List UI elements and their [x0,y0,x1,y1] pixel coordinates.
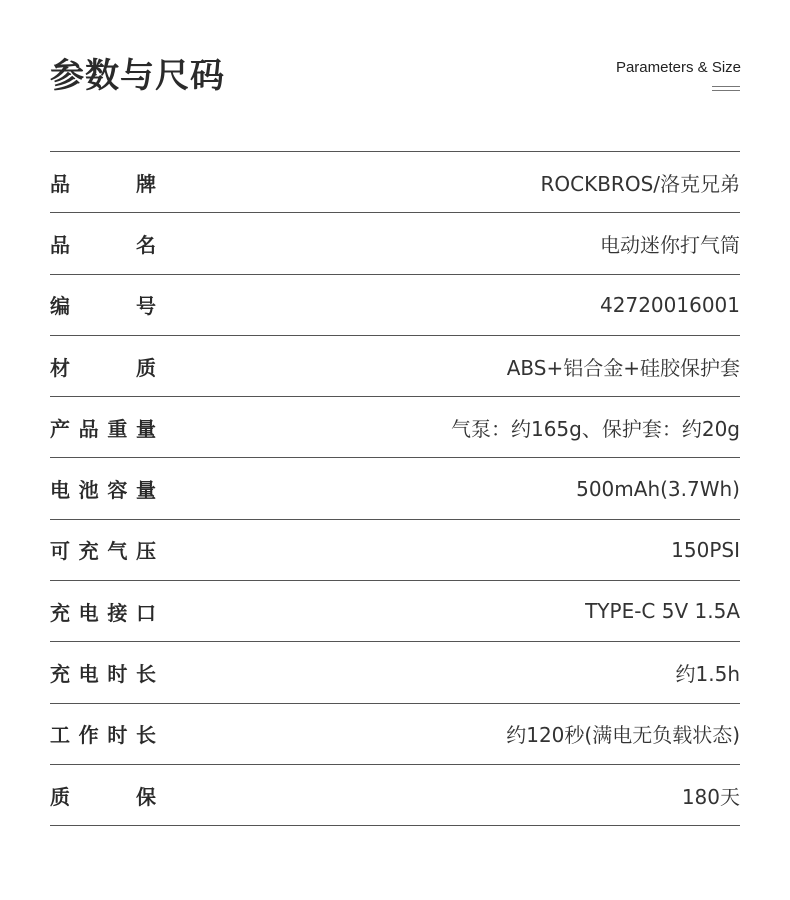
spec-value: TYPE-C 5V 1.5A [585,599,740,624]
spec-value: 电动迷你打气筒 [600,232,740,257]
spec-row [50,275,740,336]
spec-row [50,765,740,826]
page-title: 参数与尺码 [50,56,225,96]
spec-value: 150PSI [671,537,740,562]
spec-label: 质 保 [50,784,156,809]
spec-label: 品 牌 [50,171,156,196]
spec-value: ROCKBROS/洛克兄弟 [540,171,740,196]
spec-row [50,520,740,581]
subtitle-decoration [712,86,740,94]
spec-row [50,704,740,765]
spec-label: 产 品 重 量 [50,416,156,441]
spec-row [50,397,740,458]
spec-row [50,213,740,274]
spec-value: 500mAh(3.7Wh) [576,476,740,501]
spec-label: 编 号 [50,294,156,319]
spec-table [50,151,740,826]
spec-value: 气泵：约165g、保护套：约20g [450,416,740,441]
spec-value: 42720016001 [600,292,740,317]
spec-label: 品 名 [50,232,156,257]
spec-label: 充 电 接 口 [50,600,156,625]
spec-label: 材 质 [50,355,156,380]
spec-row [50,581,740,642]
spec-row [50,336,740,397]
spec-label: 充 电 时 长 [50,662,156,687]
page-subtitle: Parameters & Size [615,59,741,76]
spec-label: 电 池 容 量 [50,478,156,503]
spec-row [50,642,740,703]
spec-value: ABS+铝合金+硅胶保护套 [506,355,740,380]
spec-value: 约1.5h [675,662,740,687]
spec-label: 工 作 时 长 [50,723,156,748]
spec-row [50,152,740,213]
spec-value: 180天 [681,784,740,809]
spec-label: 可 充 气 压 [50,539,156,564]
spec-row [50,458,740,519]
spec-value: 约120秒(满电无负载状态) [506,723,740,748]
